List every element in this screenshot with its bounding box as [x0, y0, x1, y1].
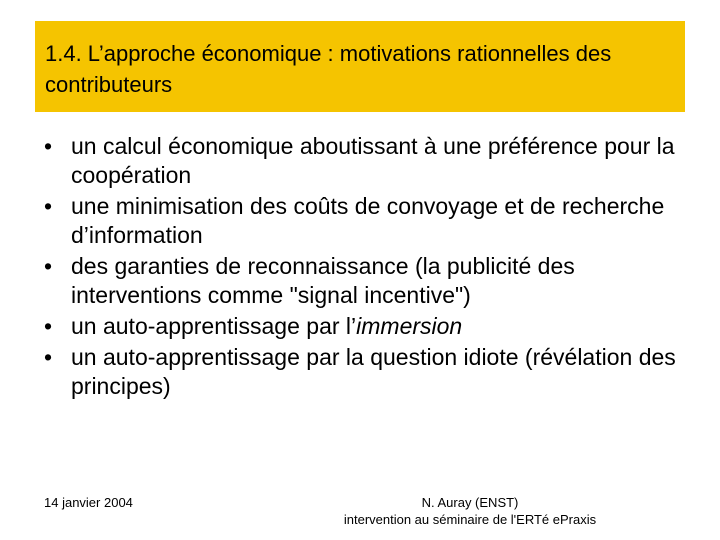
bullet-item — [44, 312, 684, 341]
bullet-item — [44, 252, 684, 310]
bullet-list — [44, 132, 684, 403]
bullet-marker-icon: • — [44, 133, 53, 159]
bullet-text: un calcul économique aboutissant à une préférence pour la coopération — [71, 133, 675, 188]
footer-author: N. Auray (ENST) — [421, 495, 519, 510]
title-band — [35, 21, 685, 112]
footer-credits — [310, 494, 630, 528]
bullet-text: un auto-apprentissage par l’ — [71, 313, 357, 339]
bullet-text: des garanties de reconnaissance (la publicité des interventions comme "signal incentive") — [71, 253, 575, 308]
bullet-marker-icon: • — [44, 253, 53, 279]
footer-event: intervention au séminaire de l'ERTé ePraxis — [343, 512, 597, 527]
footer-date: 14 janvier 2004 — [44, 495, 133, 510]
bullet-marker-icon: • — [44, 193, 53, 219]
bullet-marker-icon: • — [44, 313, 53, 339]
bullet-item — [44, 192, 684, 250]
bullet-item — [44, 132, 684, 190]
bullet-marker-icon: • — [44, 344, 53, 370]
bullet-text: un auto-apprentissage par la question idiote (révélation des principes) — [71, 344, 676, 399]
slide-title: 1.4. L’approche économique : motivations rationnelles des contributeurs — [45, 41, 612, 97]
bullet-text-emphasis: immersion — [356, 313, 463, 339]
bullet-text: une minimisation des coûts de convoyage et de recherche d’information — [71, 193, 665, 248]
bullet-item — [44, 343, 684, 401]
